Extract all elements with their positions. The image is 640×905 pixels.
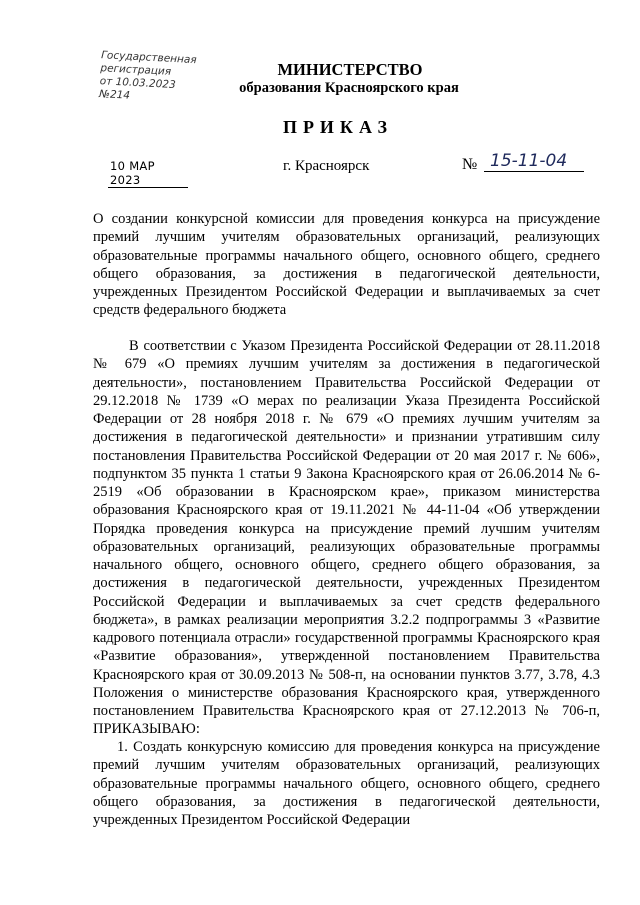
order-point-1: 1. Создать конкурсную комиссию для проведения конкурса на присуждение премий лучшим учителям образовательных организаций, реализующих образовательные программы начального общего, основного общего, среднего общего образования, за достижения в педагогической деятельности, учрежденных Президентом Российской Федерации <box>93 739 600 828</box>
document-number-label: № <box>462 156 478 173</box>
document-subject: О создании конкурсной комиссии для проведения конкурса на присуждение премий лучшим учителям образовательных организаций, реализующих образовательные программы начального общего, основного общего, среднего общего образования, за достижения в педагогической деятельности, учрежденных Президентом Российской Федерации и выплачиваемых за счет средств федерального бюджета <box>93 211 600 319</box>
document-number: 15-11-04 <box>484 151 584 172</box>
stamp-line: регистрация <box>100 62 172 78</box>
document-city: г. Красноярск <box>283 158 370 174</box>
ministry-name: МИНИСТЕРСТВО <box>277 60 423 79</box>
preamble-paragraph: В соответствии с Указом Президента Российской Федерации от 28.11.2018 № 679 «О премиях лучшим учителям за достижения в педагогической деятельности», постановлением Правительства Российской Федерации от 29.12.2018 № 1739 «О мерах по реализации Указа Президента Российской Федерации от 28 ноября 2018 г. № 679 «О премиях лучшим учителям за достижения в педагогической деятельности» и признании утратившим силу постановления Правительства Российской Федерации от 20 мая 2017 г. № 606», подпунктом 35 пункта 1 статьи 9 Закона Красноярского края от 26.06.2014 № 6-2519 «Об образовании в Красноярском крае», приказом министерства образования Красноярского края от 19.11.2021 № 44-11-04 «Об утверждении Порядка проведения конкурса на присуждение премий лучшим учителям образовательных организаций, реализующих образовательные программы начального общего, основного общего, среднего общего образования, за достижения в педагогической деятельности, учрежденных Президентом Российской Федерации и выплачиваемых за счет средств федерального бюджета», в рамках реализации мероприятия 3.2.2 подпрограммы 3 «Развитие кадрового потенциала отрасли» государственной программы Красноярского края «Развитие образования», утвержденной постановлением Правительства Красноярского края от 30.09.2013 № 508-п, на основании пунктов 3.77, 3.78, 4.3 Положения о министерстве образования Красноярского края, утвержденного постановлением Правительства Красноярского края от 27.12.2013 № 706-п, ПРИКАЗЫВАЮ: <box>93 338 600 738</box>
document-date <box>108 159 188 188</box>
stamp-line: Государственная <box>100 49 197 67</box>
document-title: ПРИКАЗ <box>282 117 394 137</box>
document-date-text: 10 МАР 2023 <box>110 159 155 187</box>
ministry-subtitle: образования Красноярского края <box>239 80 459 96</box>
stamp-line: от 10.03.2023 <box>99 75 176 92</box>
stamp-line: №214 <box>98 88 131 102</box>
